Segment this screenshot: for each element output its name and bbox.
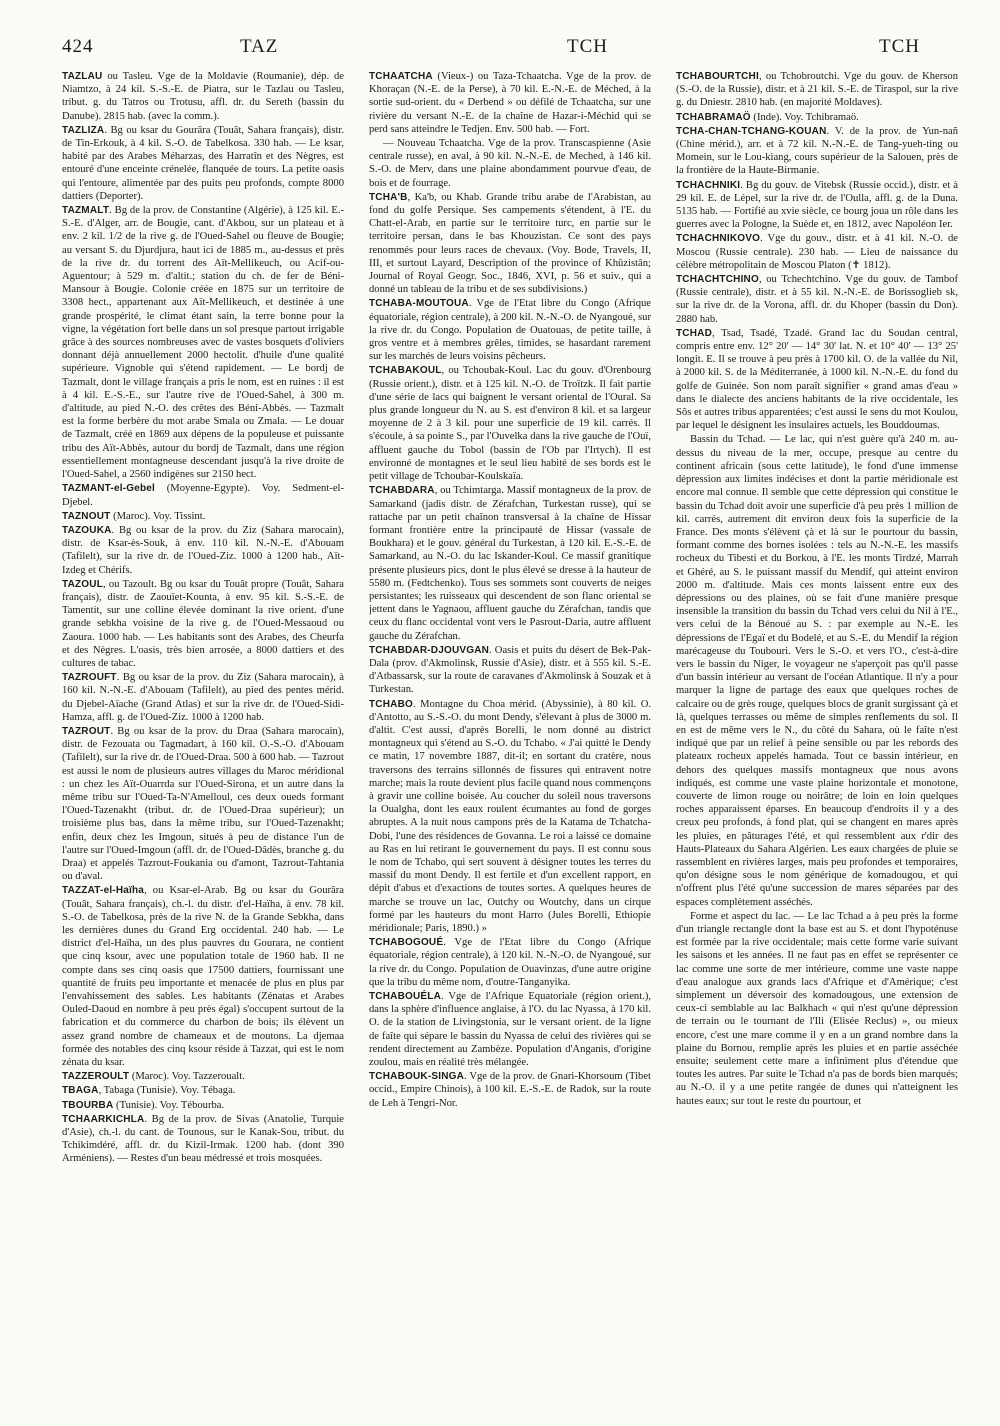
dictionary-entry	[62, 884, 344, 1069]
dictionary-entry	[62, 578, 344, 670]
entry-headword: TBAGA	[62, 1085, 99, 1097]
entry-text: (Tunisie). Voy. Tébourba.	[113, 1099, 225, 1111]
entry-headword: TCHABDARA	[369, 485, 435, 497]
entry-text: . Bg ou ksar de la prov. du Draa (Sahara marocain), distr. de Fezouata ou Tagmadart, à 160 kil. O.-S.-O. d'Abouam (Tafilelt), sur la rive dr. de l'Oued-Draa. 500 à 600 hab. — Tazrout est aussi le nom de plusieurs autres villages du Maroc méridional : un chez les Aït-Ouarrda sur l'Oued-Sirona, et un autre dans la même tribu sur l'Oued-Ta-N'Amelloul, ces deux oueds formant l'Oued-Tazenakht (tribut. dr. de l'Oued-Draa supérieur); un troisième plus bas, dans la même tribu, sur l'Oued-Tazenakht; enfin, deux chez les Imgoun, situés à peu de distance l'un de l'autre sur l'Oued-Imgoun (affl. dr. de l'Oued-Dâdès, branche g. du Draa) et appelés Tazrout-Foukania ou d'amont, Tazrout-Tahtania ou d'aval.	[62, 725, 344, 883]
entry-headword: TCHABA-MOUTOUA	[369, 298, 469, 310]
entry-text: — Nouveau Tchaatcha. Vge de la prov. Transcaspienne (Asie centrale russe), en aval, à 90 kil. N.-N.-E. de Meched, à 146 kil. S.-O. de Merv, dans une plaine abondamment pourvue d'eau, de bois et de fourrage.	[369, 138, 651, 189]
entry-text: . Vge de l'Etat libre du Congo (Afrique équatoriale, région centrale), à 120 kil. N.-N.-O. de Nyangoué, sur la rive dr. du Congo. Population de Ouavinzas, d'une autre origine que la tribu du même nom, d'outre-Tanganyika.	[369, 937, 651, 988]
dictionary-entry	[62, 482, 344, 508]
entry-text: , ou Tazoult. Bg ou ksar du Touât propre (Touât, Sahara français), distr. de Zaouïet-Kounta, à env. 95 kil. S.-S.-E. de Tamentit, sur une colline élevée dominant la rive orient. d'une grande sebkha voisine de la rive g. de l'Oued-Messaoud ou Zaoura. 1000 hab. — Les habitants sont des Arabes, des Cheurfa et des Nègres. L'oasis, très bien arrosée, a 8000 dattiers et des cultures de tabac.	[62, 578, 344, 669]
entry-headword: TCHA'B	[369, 191, 408, 203]
dictionary-entry	[369, 1070, 651, 1110]
entry-text: . Bg de la prov. de Sivas (Anatolie, Turquie d'Asie), ch.-l. du cant. de Tounous, sur le Kanak-Sou, tribut. du Tchikimdéré, affl. dr. du Kizil-Irmak. 1200 hab. (dont 390 Arméniens). — Restes d'un beau médressé et trois mosquées.	[62, 1113, 344, 1165]
entry-text: . Montagne du Choa mérid. (Abyssinie), à 80 kil. O. d'Antotto, au S.-S.-O. du mont Dendy, s'élevant à plus de 3000 m. d'altit. C'est aussi, d'après Borelli, le nom donné au district montagneux qui s'étend au S.-O. du Tchabo. « J'ai quitté le Dendy ce matin, 17 novembre 1887, dit-il; en sortant du cratère, nous traversons des terrains sillonnés de fissures qui entravent notre marche; mais la route devient plus facile quand nous commençons à gravir une colline boisée. Au coucher du soleil nous traversons la Oualgha, dont les eaux roulent écumantes au fond de gorges abruptes. A la nuit nous campons près de la Katama de Tchatcha-Dobi, l'une des résidences de Govanna. Le roi a laissé ce domaine au Ras en lui retirant le gouvernement du pays. Il est connu sous le nom de Tchabo, qui sert souvent à désigner toutes les terres du massif du mont Dendy. Il est fertile et d'un excellent rapport, en dépit d'abus et d'exactions de toutes sortes. A quelques heures de marche se trouve un lac, Outchy ou Woutchy, dans un cirque formé par les hauteurs du mont Harro (Jules Borelli, Ethiopie méridionale; Paris, 1890.) »	[369, 698, 651, 934]
entry-text: , Tabaga (Tunisie). Voy. Tébaga.	[98, 1085, 236, 1097]
dictionary-entry	[62, 204, 344, 481]
dictionary-entry	[369, 191, 651, 297]
entry-headword: TCHA-CHAN-TCHANG-KOUAN	[676, 125, 827, 137]
entry-text: . Vge du gouv., distr. et à 41 kil. N.-O. de Moscou (Russie centrale). 230 hab. — Lieu de naissance du célèbre métropolitain de Moscou Platon (✝ 1812).	[676, 233, 958, 271]
entry-headword: TCHABO	[369, 698, 413, 710]
entry-headword: TAZMALT	[62, 205, 110, 217]
entry-text: (Moyenne-Egypte). Voy. Sedment-el-Djebel.	[62, 483, 344, 508]
running-header	[62, 36, 950, 66]
dictionary-entry	[369, 698, 651, 936]
entry-text: (Inde). Voy. Tchibramaö.	[750, 111, 859, 123]
entry-text: , ou Ksar-el-Arab. Bg ou ksar du Gourâra (Touât, Sahara français), ch.-l. du distr. d'el-Haïha, à env. 78 kil. S.-O. de Tabelkosa, près de la rive N. de la Grande Sebkha, dans les dernières dunes du Grand Erg occidental. 240 hab. — Le district d'el-Haïha, un des plus pauvres du Gourara, ne contient que cinq ksour, avec une population totale de 1960 hab. Il ne compte dans ses cinq oasis que 17500 dattiers, fournissant une quantité de fruits peu importante et menacée de plus en plus par l'envahissement des sables. Les habitants (Zénatas et Arabes Ouled-Daoud en nombre à peu près égal) s'occupent surtout de la fabrication et du commerce du charbon de bois; ils élèvent un assez grand nombre de chameaux et de moutons. La djemaa formée des notables des cinq ksour réside à Tazzat, qui est le nom zénata du ksar.	[62, 885, 344, 1069]
dictionary-entry	[369, 990, 651, 1069]
entry-headword: TAZROUFT	[62, 672, 117, 684]
entry-text: . Bg ou ksar de la prov. du Ziz (Sahara marocain), à 160 kil. N.-N.-E. d'Abouam (Tafilelt), au pied des pentes mérid. du Djebel-Aïache (Grand Atlas) et sur la rive dr. de l'Oued-Sidi-Hamza, affl. g. de l'Oued-Ziz. 1000 à 1200 hab.	[62, 672, 344, 723]
entry-headword: TAZZAT-el-Haïha	[62, 885, 145, 897]
entry-text: (Maroc). Voy. Tazzeroualt.	[129, 1071, 245, 1083]
entry-text: . Vge de l'Afrique Equatoriale (région orient.), dans la sphère d'influence anglaise, à l'O. du lac Nyassa, à 170 kil. O. de la station de Livingstonia, sur le versant orient. de la ligne de faîte qui sépare le bassin du Nyassa de celui des rivières qui se rendent directement au Zambèze. Population d'Anganis, d'origine zoulou, mais en réalité très mélangée.	[369, 991, 651, 1069]
dictionary-entry	[676, 433, 958, 908]
entry-text: . Bg ou ksar de la prov. du Ziz (Sahara marocain), distr. de Ksar-ès-Souk, à env. 110 kil. N.-N.-E. d'Abouam (Tafilelt), sur la rive dr. de l'Oued-Ziz. 1000 à 1200 hab., Aït-Izdeg et Chérifs.	[62, 524, 344, 576]
header-right-title: TCH	[879, 36, 920, 57]
entry-headword: TAZLIZA	[62, 124, 105, 136]
entry-headword: TAZOUL	[62, 578, 104, 590]
entry-headword: TCHABRAMAÖ	[676, 111, 751, 123]
entry-text: Bassin du Tchad. — Le lac, qui n'est guère qu'à 240 m. au-dessus du niveau de la mer, occupe, presque au centre du continent africain (sous cette latitude), le fond d'une immense dépression aux limites indécises et dont la partie méridionale est encore mal connue. Il semble que cette dépression qui constitue le bassin du Tchad doit avoir une superficie d'à peu près 1 million de kil. carrés, autrement dit environ deux fois la superficie de la France. Des monts s'élèvent çà et là sur le pourtour du bassin, formant comme des bornes isolées : tels au N.-N.-E. les massifs rocheux du Tibesti et du Borkou, à l'E. les monts Tirdzé, Marrah et Ghéré, au S. le puissant massif du Mendif, qui atteint environ 2000 m. d'altitude. Mais ces monts laissent entre eux des dépressions ou des plaines, où se fait d'une manière presque insensible la transition du bassin du Tchad vers celui du Nil à l'E., vers celui de la Bénoué au S. : par exemple au N.-E. les dépressions de l'Egaï et du Bodelé, et au S.-E. du Mendif la région marécageuse du Toubouri. Vers le S.-O. et vers l'O., c'est-à-dire vers le bassin du Niger, le voyageur ne s'aperçoit pas qu'il passe d'un bassin intérieur au versant de l'océan Atlantique. Il n'y a pour marquer la ligne de partage des eaux que quelques roches de calcaire ou de grès rouge, quelques blocs de granit surgissant çà et là, quelques terrasses ou même de simples renflements du sol. Il en est de même vers le N., du côté du Sahara, où le faîte n'est indiqué que par un relief à peine sensible ou par les rebords des plateaux rocheux appelés hamada. Tout ce bassin intérieur, en dehors des quelques massifs montagneux que nous avons indiqués, est comme une vaste plaine horizontale et monotone, couverte de limon rouge ou noirâtre; de loin en loin quelques roches apparaissent éparses. En beaucoup d'endroits il y a des creux peu profonds, à fond plat, qui se changent en mares après les pluies, en pâturages l'été, et qui ressemblent aux r'dir des Hauts-Plateaux du Sahara Algérien. Les eaux chargées de pluie se rassemblent en rivières larges, mais peu profondes et temporaires, qu'on désigne sous le nom générique de komadougou, et qui n'offrent plus l'été qu'une succession de mares séparées par des espaces complètement asséchés.	[676, 434, 958, 908]
dictionary-entry	[62, 671, 344, 724]
column-left	[62, 70, 344, 1410]
entry-text: ou Tasleu. Vge de la Moldavie (Roumanie), dép. de Niamtzo, à 24 kil. S.-S.-E. de Piatra, sur le Tazlau ou Tasleu, tribut. g. du Tatros ou Trotusu, affl. dr. du Sereth (bassin du Danube). 2815 hab. (avec la comm.).	[62, 71, 344, 122]
entry-headword: TAZLAU	[62, 71, 103, 82]
entry-headword: TCHABOUK-SINGA	[369, 1071, 465, 1083]
dictionary-entry	[369, 364, 651, 483]
dictionary-entry	[369, 70, 651, 136]
entry-headword: TCHACHNIKI	[676, 179, 741, 191]
header-left-title: TAZ	[240, 36, 279, 57]
entry-text: . Bg de la prov. de Constantine (Algérie), à 125 kil. E.-S.-E. d'Alger, arr. de Bougie, cant. d'Akbou, sur un plateau et à env. 2 kil. 1/2 de la rive g. de l'Oued-Sahel ou fleuve de Bougie; au versant S. du Djurdjura, haut ici de 1885 m., au-dessus et près de la rive dr. du torrent des Aït-Mellikeuch, ou Acif-ou-Aguentour; à 529 m. d'altit.; station du ch. de fer de Béni-Mansour à Bougie. Colonie créée en 1875 sur un territoire de 3308 hect., appartenant aux Aït-Mellikeuch, et destinée à une grande prospérité, le climat étant sain, la terre bonne pour la vigne, la végétation fort belle dans un sol presque partout irrigable grâce à des sources nombreuses avec de vastes bosquets d'oliviers donnant déjà annuellement 2000 hectolit. d'huile d'une qualité supérieure. Vignoble qui s'étend rapidement. — Le bordj de Tazmalt, dont le village français a pris le nom, est en ruines : il est à 4 kil. E.-S.-E., sur l'autre rive de l'Oued-Sahel, à 300 m. d'altitude, au pied N.-O. des crêtes des Béni-Abbès. — Tazmalt est la forme berbère du mot arabe Smala ou Zmala. — Le douar de Tazmalt, créé en 1869 aux dépens de la populeuse et puissante tribu des Aït-Abbès, autour du bordj de Tazmalt, dans une région essentiellement montagneuse descendant jusqu'à la rive droite de l'Oued-Sahel, a 2560 indigènes sur 2150 hect.	[62, 205, 344, 481]
entry-text: . Oasis et puits du désert de Bek-Pak-Dala (prov. d'Akmolinsk, Russie d'Asie), distr. et à 555 kil. S.-E. d'Atbassarsk, sur la route de caravanes d'Akmolinsk à Souzak et à Turkestan.	[369, 644, 651, 696]
entry-text: . Vge de la prov. de Gnari-Khorsoum (Tibet occid., Empire Chinois), à 100 kil. E.-S.-E. de Radok, sur la route de Leh à Tengri-Nor.	[369, 1071, 651, 1109]
dictionary-entry	[676, 327, 958, 433]
dictionary-entry	[62, 1070, 344, 1083]
entry-text: , Ka'b, ou Khab. Grande tribu arabe de l'Arabistan, au fond du golfe Persique. Ses campements s'étendent, à l'E. du Chatt-el-Arab, en partie sur le territoire turc, en partie sur le territoire persan, dans le bas Khouzistan. Ce sont des pays renommés pour leurs races de chevaux. (Voy. Bode, Travels, II, III, et surtout Layard, Description of the province of Khûzistân; Journal of Royal Geogr. Soc., 1846, XVI, p. 56 et suiv., qui a donné un tableau de la tribu et de ses subdivisions.)	[369, 191, 651, 296]
entry-headword: TCHABOGOUÉ	[369, 937, 444, 949]
entry-headword: TAZNOUT	[62, 510, 111, 522]
header-center-title: TCH	[567, 36, 608, 57]
entry-headword: TCHABDAR-DJOUVGAN	[369, 644, 490, 656]
entry-text: . V. de la prov. de Yun-nañ (Chine mérid.), arr. et à 72 kil. N.-N.-E. de Tang-yueh-ting ou Momein, sur le Lou-kiang, cours supérieur de la Salouen, près de la frontière de la Haute-Birmanie.	[676, 125, 958, 177]
dictionary-entry	[62, 1099, 344, 1112]
page-number: 424	[62, 36, 94, 57]
entry-headword: TAZOUKA	[62, 524, 112, 536]
entry-text: , ou Tchechtchino. Vge du gouv. de Tambof (Russie centrale), distr. et à 55 kil. N.-N.-E. de Borissoglieb sk, sur la rive dr. de la Vorona, affl. dr. du Khoper (bassin du Don). 2880 hab.	[676, 274, 958, 325]
entry-headword: TCHABOUÉLA	[369, 991, 441, 1003]
entry-headword: TCHACHTCHINO	[676, 274, 759, 286]
entry-text: , Tsad, Tsadé, Tzadé. Grand lac du Soudan central, compris entre env. 12° 20' — 14° 30' lat. N. et 10° 40' — 13° 25' longit. E. Il se trouve à peu près à 1700 kil. O. de la vallée du Nil, à 2000 kil. S. de la Méditerranée, à 1000 kil. N.-N.-E. du fond du golfe de Guinée. Son nom paraît signifier « grand amas d'eau » dans le dialecte des anciens habitants de la rive occidentale, les Sôs et autres tribus apparentées; c'est aussi le sens du mot Koulou, par lequel le désignent les insulaires actuels, les Bouddoumas.	[676, 327, 958, 432]
entry-text: , ou Tchoubak-Koul. Lac du gouv. d'Orenbourg (Russie orient.), distr. et à 125 kil. N.-O. de Troïtzk. Il fait partie d'une série de lacs qui baignent le versant oriental de l'Oural. Sa plus grande longueur du N. au S. est d'environ 8 kil. et sa largeur moyenne de 2 à 3 kil. pour une superficie de 19 kil. carrés. Il s'écoule, à sa pointe S., par l'Ouvelka dans la rive gauche de l'Ouï, affluent gauche du Tobol (bassin de l'Ob par l'Irtych). Il est environné de montagnes et le seul lieu habité de ses bords est le petit village de Tchoubar-Koulskaïa.	[369, 365, 651, 483]
entry-headword: TBOURBA	[62, 1099, 114, 1111]
entry-headword: TCHABAKOUL	[369, 365, 442, 377]
dictionary-entry	[676, 111, 958, 124]
dictionary-entry	[369, 484, 651, 642]
entry-text: . Bg ou ksar du Gourâra (Touât, Sahara français), distr. de Tin-Erkouk, à 4 kil. S.-O. de Tabelkosa. 330 hab. — Le ksar, habité par des Arabes Méharzas, des Harratîn et des Nègres, est entouré d'une enceinte crénelée, flanquée de tours. La petite oasis qui l'entoure, alimentée par des puits peu profonds, compte 8000 dattiers (Deporter).	[62, 124, 344, 202]
dictionary-entry	[62, 510, 344, 523]
dictionary-entry	[676, 125, 958, 178]
dictionary-entry	[369, 137, 651, 190]
dictionary-entry	[369, 936, 651, 989]
column-right	[676, 70, 958, 1410]
dictionary-entry	[369, 297, 651, 363]
dictionary-entry	[62, 524, 344, 577]
dictionary-entry	[676, 232, 958, 272]
dictionary-entry	[676, 179, 958, 232]
dictionary-entry	[676, 273, 958, 326]
dictionary-entry	[676, 70, 958, 110]
entry-text: (Vieux-) ou Taza-Tchaatcha. Vge de la prov. de Khoraçan (N.-E. de la Perse), à 70 kil. E.-N.-E. de Méched, à la sortie sud-orient. du « Derbend » ou défilé de Tchaatcha, sur une rivière du versant N.-E. de la chaîne de Hazar-i-Méchid qui se perd sans atteindre le Tedjen. Env. 500 hab. — Fort.	[369, 71, 651, 135]
dictionary-entry	[62, 124, 344, 203]
dictionary-entry	[676, 910, 958, 1108]
dictionary-entry	[62, 1113, 344, 1166]
entry-text: . Vge de l'Etat libre du Congo (Afrique équatoriale, région centrale), à 200 kil. N.-N.-O. de Nyangoué, sur la rive dr. du Congo. Population de Ouatouas, de petite taille, à gros ventre et à membres grêles, timides, se hasardant rarement sur les marchés de leurs voisins pêcheurs.	[369, 298, 651, 363]
dictionary-entry	[62, 1084, 344, 1097]
entry-text: . Bg du gouv. de Vitebsk (Russie occid.), distr. et à 29 kil. E. de Lépel, sur la rive dr. de l'Oulla, affl. g. de la Duna. 5135 hab. — Fortifié au xvie siècle, ce bourg joua un rôle dans les guerres avec la Pologne, la Suède et, en 1812, avec Napoléon Ier.	[676, 179, 958, 231]
entry-headword: TCHABOURTCHI	[676, 71, 759, 82]
entry-headword: TCHAATCHA	[369, 71, 433, 82]
entry-headword: TAZROUT	[62, 725, 111, 737]
entry-text: , ou Tchobroutchi. Vge du gouv. de Kherson (S.-O. de la Russie), distr. et à 21 kil. S.-E. de Tiraspol, sur la rive g. du Dniestr. 2810 hab. (en majorité Moldaves).	[676, 71, 958, 109]
entry-text: Forme et aspect du lac. — Le lac Tchad a à peu près la forme d'un triangle rectangle dont la base est au S. et dont l'hypoténuse est formée par la rive occidentale; mais cette forme varie suivant les saisons et les années. Il ne faut pas en effet se représenter ce lac comme une sorte de mer intérieure, comme une vaste nappe d'eau analogue aux grands lacs d'Afrique et d'Amérique; c'est simplement un déversoir des komadougous, une extension de ceux-ci semblable au lac Balkhach « qui n'est qu'une dépression de terrain ou le tournant de l'Ili (Elisée Reclus) », ou mieux encore, c'est une mare comme il y en a un grand nombre dans la plaine du Bornou, remplie après les pluies et en partie asséchée ensuite; seulement cette mare a infiniment plus d'étendue que toutes les autres. Par suite le Tchad n'a pas de bords bien marqués; au N.-O. il y a une petite rangée de dunes qui n'atteignent les hautes eaux; sur tout le reste du pourtour, et	[676, 910, 958, 1107]
entry-text: , ou Tchimtarga. Massif montagneux de la prov. de Samarkand (jadis distr. de Zérafchan, Turkestan russe), qui se rattache par un petit chaînon transversal à la chaîne de Hissar formant frontière entre la principauté de Hissar (vassale de Boukhara) et le gouv. général du Turkestan, à 120 kil. E.-S.-E. de Samarkand, au N.-O. du lac Iskander-Koul. Ce massif granitique présente plusieurs pics, dont le plus élevé se dresse à la hauteur de 5580 m. (Fedtchenko). Tous ses sommets sont couverts de neiges persistantes; les ruisseaux qui descendent de son flanc oriental se jettent dans le Yagnaou, affluent gauche du Zérafchan, tandis que ceux du flanc occidental vont vers le Pasrout-Daria, autre affluent gauche du Zérafchan.	[369, 485, 651, 642]
entry-headword: TCHACHNIKOVO	[676, 233, 761, 245]
dictionary-entry	[62, 70, 344, 123]
entry-headword: TCHAD	[676, 327, 712, 339]
entry-headword: TCHAARKICHLA	[62, 1113, 145, 1125]
entry-text: (Maroc). Voy. Tissint.	[110, 510, 206, 522]
dictionary-entry	[62, 725, 344, 883]
column-center	[369, 70, 651, 1410]
dictionary-entry	[369, 644, 651, 697]
entry-headword: TAZMANT-el-Gebel	[62, 483, 156, 495]
entry-headword: TAZZEROULT	[62, 1071, 130, 1083]
